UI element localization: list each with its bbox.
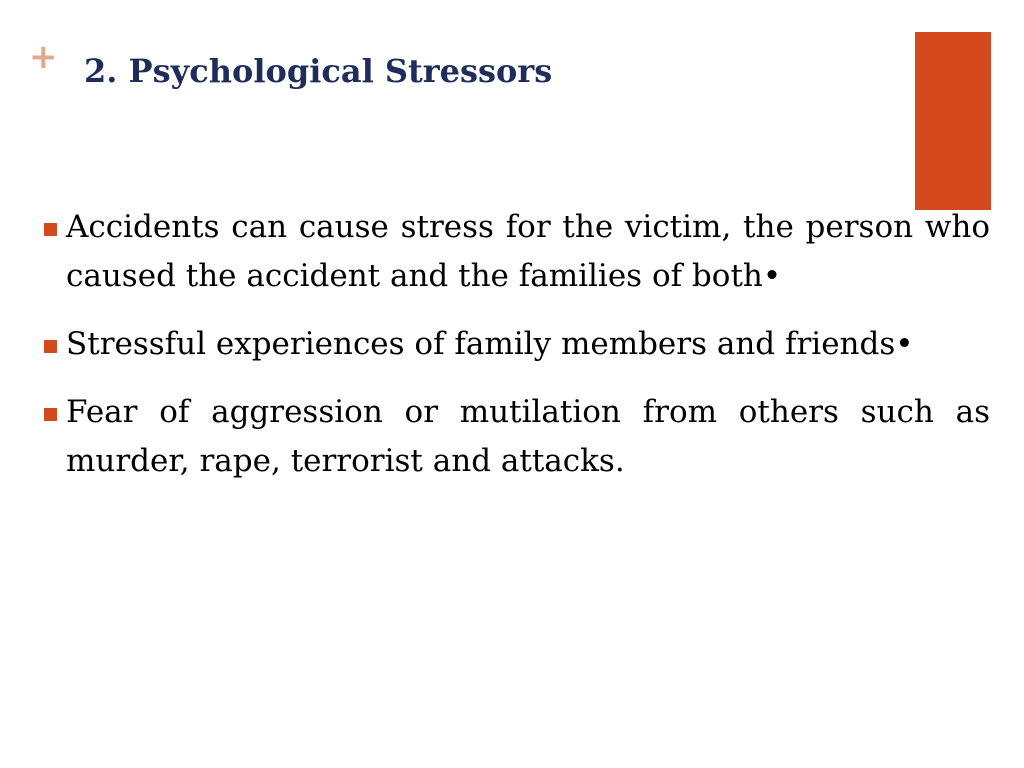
- bullet-text: Accidents can cause stress for the victim, the person who caused the accident and the families of both•: [66, 209, 990, 294]
- accent-bar: [915, 32, 991, 210]
- bullet-list: [44, 203, 990, 505]
- square-bullet-icon: [44, 223, 57, 236]
- slide-title: 2. Psychological Stressors: [84, 52, 553, 90]
- plus-icon: +: [29, 37, 58, 77]
- bullet-item: [44, 320, 990, 369]
- square-bullet-icon: [44, 340, 57, 353]
- bullet-item: [44, 203, 990, 301]
- bullet-text: Stressful experiences of family members and friends•: [66, 326, 914, 362]
- square-bullet-icon: [44, 408, 57, 421]
- bullet-text: Fear of aggression or mutilation from others such as murder, rape, terrorist and attacks.: [66, 394, 990, 479]
- bullet-item: [44, 388, 990, 486]
